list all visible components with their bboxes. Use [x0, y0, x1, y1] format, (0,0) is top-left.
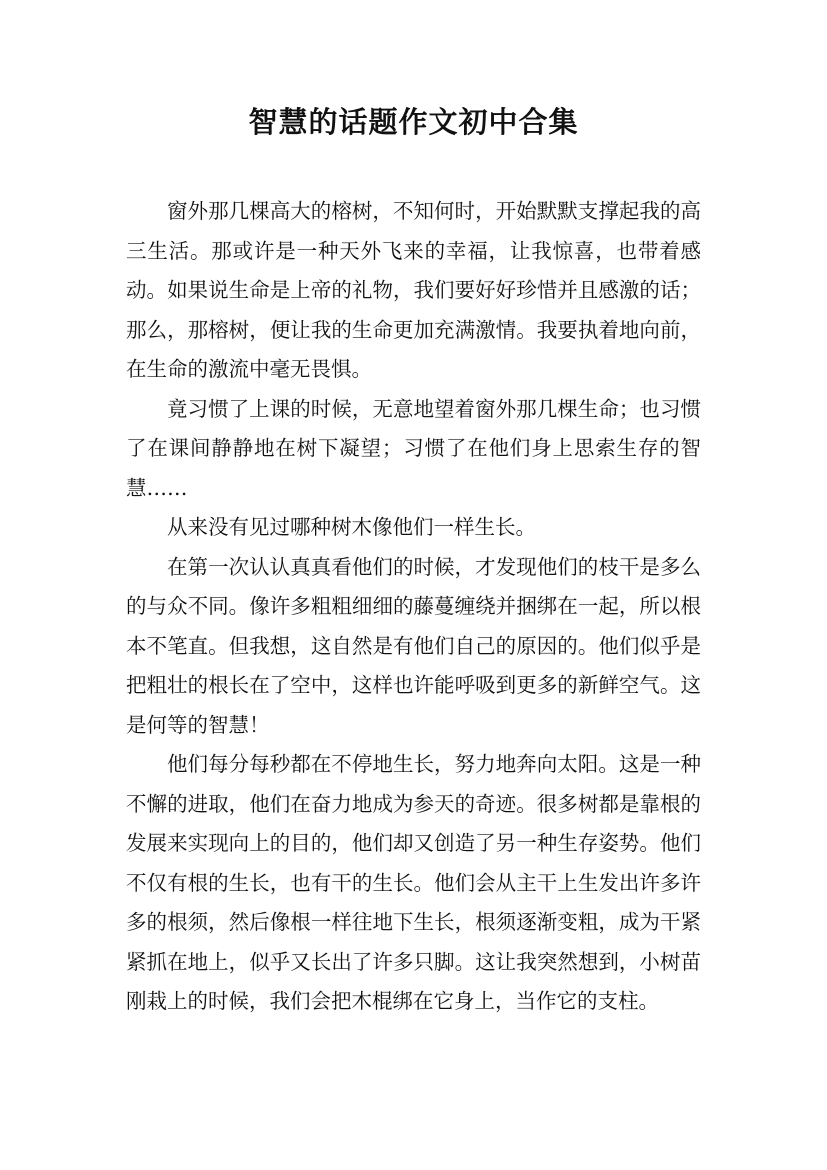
paragraph-5: 他们每分每秒都在不停地生长，努力地奔向太阳。这是一种不懈的进取，他们在奋力地成为参天的奇迹。很多树都是靠根的发展来实现向上的目的，他们却又创造了另一种生存姿势。他们不仅有根的生长，也有干的生长。他们会从主干上生发出许多许多的根须，然后像根一样往地下生长，根须逐渐变粗，成为干紧紧抓在地上，似乎又长出了许多只脚。这让我突然想到，小树苗刚栽上的时候，我们会把木棍绑在它身上，当作它的支柱。: [126, 752, 701, 1013]
paragraph-2: 竟习惯了上课的时候，无意地望着窗外那几棵生命；也习惯了在课间静静地在树下凝望；习惯了在他们身上思索生存的智慧……: [126, 396, 701, 500]
document-body: [126, 192, 701, 1022]
paragraph-1: 窗外那几棵高大的榕树，不知何时，开始默默支撑起我的高三生活。那或许是一种天外飞来的幸福，让我惊喜，也带着感动。如果说生命是上帝的礼物，我们要好好珍惜并且感激的话；那么，那榕树，便让我的生命更加充满激情。我要执着地向前，在生命的激流中毫无畏惧。: [126, 199, 701, 381]
paragraph-4: 在第一次认认真真看他们的时候，才发现他们的枝干是多么的与众不同。像许多粗粗细细的藤蔓缠绕并捆绑在一起，所以根本不笔直。但我想，这自然是有他们自己的原因的。他们似乎是把粗壮的根长在了空中，这样也许能呼吸到更多的新鲜空气。这是何等的智慧！: [126, 554, 701, 737]
document-title: 智慧的话题作文初中合集: [248, 105, 579, 139]
paragraph-3: 从来没有见过哪种树木像他们一样生长。: [167, 515, 536, 539]
